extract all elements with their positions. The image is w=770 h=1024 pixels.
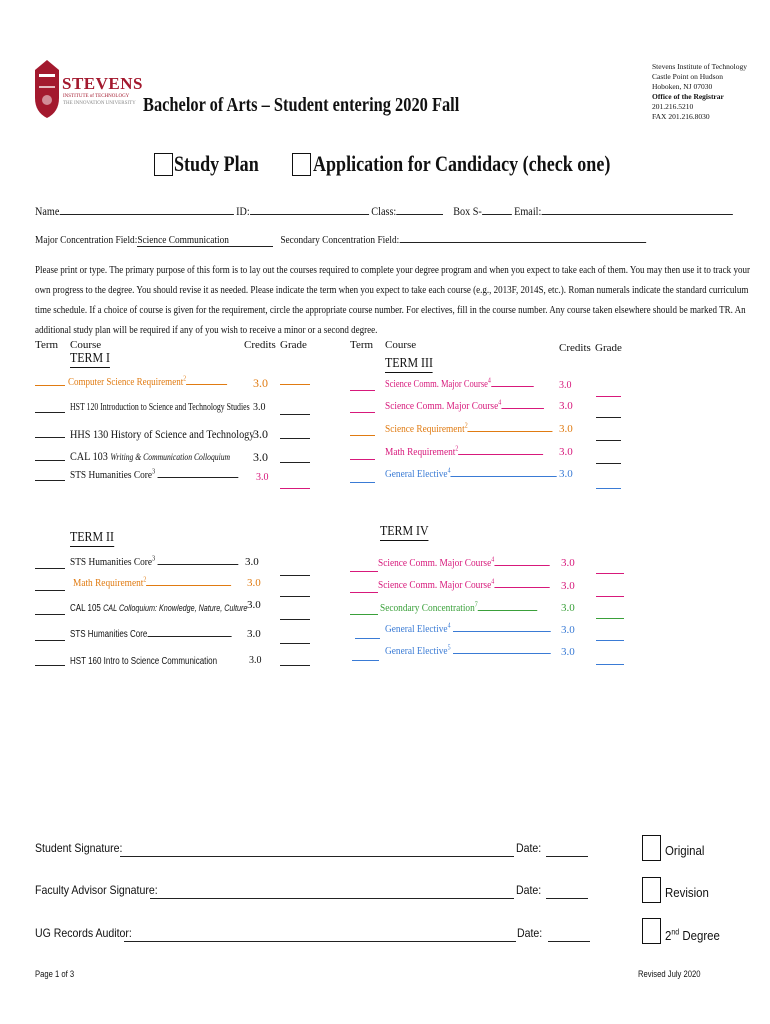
original-checkbox[interactable] xyxy=(642,835,661,861)
revision-label: Revision xyxy=(665,885,709,900)
class-label: Class: xyxy=(371,204,397,218)
course-name xyxy=(70,449,230,464)
term-field[interactable] xyxy=(350,435,375,436)
credits-value: 3.0 xyxy=(253,450,268,464)
credits-value: 3.0 xyxy=(559,423,573,435)
course-name xyxy=(70,629,231,640)
footnote-marker: 2 xyxy=(464,421,468,430)
address-line: FAX 201.216.8030 xyxy=(652,112,710,121)
course-name xyxy=(380,602,537,614)
study-plan-checkbox[interactable] xyxy=(154,153,173,176)
course-label: Science Comm. Major Course xyxy=(385,379,488,390)
name-row xyxy=(35,204,745,219)
auditor-signature-field[interactable] xyxy=(124,941,516,942)
second-degree-suffix: nd xyxy=(671,927,680,937)
grade-field[interactable] xyxy=(596,573,624,574)
grade-field[interactable] xyxy=(280,414,310,415)
instruction-line: Please print or type. The primary purpose of this form is to lay out the courses required to complete your degree program and when you expect to take each of them. You may then use it to track your xyxy=(35,264,750,276)
grade-field[interactable] xyxy=(280,619,310,620)
header-credits: Credits xyxy=(559,342,591,354)
term-field[interactable] xyxy=(35,568,65,569)
course-label: CAL 103 xyxy=(70,449,108,463)
header-term: Term xyxy=(350,339,374,351)
grade-field[interactable] xyxy=(596,463,621,464)
address-line: Castle Point on Hudson xyxy=(652,72,724,81)
id-label: ID: xyxy=(236,204,250,218)
credits-value: 3.0 xyxy=(247,577,261,589)
auditor-signature-label: UG Records Auditor: xyxy=(35,926,132,940)
term-field[interactable] xyxy=(352,660,379,661)
course-label: Science Comm. Major Course xyxy=(378,557,492,569)
credits-value: 3.0 xyxy=(561,557,575,569)
email-label: Email: xyxy=(514,204,542,218)
grade-field[interactable] xyxy=(596,596,624,597)
grade-field[interactable] xyxy=(280,596,310,597)
instruction-line: time schedule. If a choice of course is given for the requirement, circle the appropriate course number. For electives, fill in the course number. Any course taken elsewhere should be marked TR. An xyxy=(35,304,746,316)
logo-subtitle: INSTITUTE of TECHNOLOGY xyxy=(63,94,130,99)
credits-value: 3.0 xyxy=(249,655,262,666)
grade-field[interactable] xyxy=(280,665,310,666)
credits-value: 3.0 xyxy=(561,624,575,636)
course-line xyxy=(147,636,231,637)
credits-value: 3.0 xyxy=(561,646,575,658)
study-plan-label: Study Plan xyxy=(174,151,259,176)
course-label: Computer Science Requirement xyxy=(68,376,184,388)
second-degree-num: 2 xyxy=(665,928,672,943)
credits-value: 3.0 xyxy=(559,468,573,480)
header-course: Course xyxy=(70,339,102,351)
grade-field[interactable] xyxy=(596,664,624,665)
grade-field[interactable] xyxy=(280,438,310,439)
course-line xyxy=(453,653,551,654)
stevens-shield-icon xyxy=(33,58,61,120)
address-line: 201.216.5210 xyxy=(652,102,694,111)
term-field[interactable] xyxy=(350,482,375,483)
footnote-marker: 4 xyxy=(447,621,451,630)
page-title: Bachelor of Arts – Student entering 2020 Fall xyxy=(143,94,460,116)
course-line xyxy=(491,386,533,387)
original-label: Original xyxy=(665,843,705,858)
course-name xyxy=(385,645,551,657)
address-line: Stevens Institute of Technology xyxy=(652,62,747,71)
course-label: STS Humanities Core xyxy=(70,556,153,568)
logo-wordmark: STEVENS xyxy=(62,74,143,93)
header-grade: Grade xyxy=(280,339,307,351)
grade-field[interactable] xyxy=(596,618,624,619)
credits-value: 3.0 xyxy=(561,602,575,614)
credits-value: 3.0 xyxy=(245,556,259,568)
course-name xyxy=(70,469,238,481)
concentration-row xyxy=(35,234,646,247)
advisor-date-label: Date: xyxy=(516,883,542,897)
footnote-marker: 4 xyxy=(498,398,502,407)
credits-value: 3.0 xyxy=(247,599,261,611)
advisor-signature-field[interactable] xyxy=(150,898,514,899)
course-label: Science Comm. Major Course xyxy=(385,400,499,412)
advisor-signature-label: Faculty Advisor Signature: xyxy=(35,883,158,897)
course-line xyxy=(146,585,231,586)
credits-value: 3.0 xyxy=(559,446,573,458)
term-3-heading: TERM III xyxy=(385,356,433,371)
address-line: Office of the Registrar xyxy=(652,92,724,101)
course-label: Science Requirement xyxy=(385,423,465,435)
term-field[interactable] xyxy=(35,412,65,413)
auditor-date-field[interactable] xyxy=(548,941,590,942)
grade-field[interactable] xyxy=(280,643,310,644)
course-name xyxy=(385,423,553,435)
course-label: Science Comm. Major Course xyxy=(378,579,492,591)
footnote-marker: 3 xyxy=(152,467,156,476)
student-date-label: Date: xyxy=(516,841,542,855)
course-line xyxy=(494,565,549,566)
class-field[interactable] xyxy=(396,214,443,215)
header-credits: Credits xyxy=(244,339,276,351)
course-line xyxy=(186,384,227,385)
instruction-line: additional study plan will be required if any of you wish to receive a minor or a second degree. xyxy=(35,324,378,336)
id-field[interactable] xyxy=(250,214,369,215)
course-line xyxy=(501,408,543,409)
footnote-marker: 3 xyxy=(152,554,156,563)
header-course: Course xyxy=(385,339,417,351)
second-degree-checkbox[interactable] xyxy=(642,918,661,944)
credits-value: 3.0 xyxy=(253,402,266,413)
box-field[interactable] xyxy=(482,214,512,215)
course-label: General Elective xyxy=(385,468,448,480)
course-name xyxy=(378,557,549,569)
course-label: Math Requirement xyxy=(385,446,456,458)
credits-value: 3.0 xyxy=(559,380,572,391)
course-name: HHS 130 History of Science and Technology xyxy=(70,427,255,441)
course-label: STS Humanities Core xyxy=(70,469,153,481)
registrar-address xyxy=(652,62,747,122)
term-field[interactable] xyxy=(35,590,65,591)
credits-value: 3.0 xyxy=(561,580,575,592)
name-label: Name xyxy=(35,204,60,218)
term-field[interactable] xyxy=(35,640,65,641)
major-field[interactable]: Science Communication xyxy=(137,234,273,247)
course-label: General Elective xyxy=(385,623,448,635)
grade-field[interactable] xyxy=(596,440,621,441)
course-line xyxy=(458,454,543,455)
candidacy-checkbox[interactable] xyxy=(292,153,311,176)
footnote-marker: 4 xyxy=(491,577,495,586)
course-name xyxy=(73,577,231,589)
secondary-field[interactable] xyxy=(399,242,645,243)
student-date-field[interactable] xyxy=(546,856,588,857)
logo-tagline: THE INNOVATION UNIVERSITY xyxy=(63,101,136,106)
course-label: General Elective xyxy=(385,645,448,657)
course-line xyxy=(157,564,238,565)
course-line xyxy=(157,477,238,478)
course-name: HST 120 Introduction to Science and Technology Studies xyxy=(70,402,250,413)
name-field[interactable] xyxy=(59,214,233,215)
page-number: Page 1 of 3 xyxy=(35,969,75,979)
footnote-marker: 2 xyxy=(143,575,147,584)
term-1-row xyxy=(35,377,65,389)
major-label: Major Concentration Field: xyxy=(35,234,138,246)
footnote-marker: 4 xyxy=(487,376,491,385)
term-field[interactable] xyxy=(350,592,378,593)
second-degree-text: Degree xyxy=(679,928,720,943)
course-label: Math Requirement xyxy=(73,577,144,589)
course-line xyxy=(468,431,553,432)
course-name xyxy=(70,603,247,614)
credits-value: 3.0 xyxy=(253,427,268,441)
course-name xyxy=(385,623,551,635)
course-name: HST 160 Intro to Science Communication xyxy=(70,656,218,667)
course-line xyxy=(494,587,549,588)
candidacy-label: Application for Candidacy (check one) xyxy=(313,151,611,176)
term-field[interactable] xyxy=(35,460,65,461)
advisor-date-field[interactable] xyxy=(546,898,588,899)
term-2-heading: TERM II xyxy=(70,530,114,545)
course-line xyxy=(478,610,538,611)
course-name xyxy=(68,376,227,388)
instruction-line: own progress to the degree. You should revise it as needed. Please indicate the term when you expect to take each course (e.g., 2013F, 2014S, etc.). Roman numerals indicate the standard curriculum xyxy=(35,284,749,296)
term-field[interactable] xyxy=(35,480,65,481)
course-name xyxy=(385,400,544,412)
grade-field[interactable] xyxy=(280,384,310,385)
credits-value: 3.0 xyxy=(559,400,573,412)
footnote-marker: 4 xyxy=(447,466,451,475)
term-field[interactable] xyxy=(350,390,375,391)
term-field[interactable] xyxy=(355,638,380,639)
grade-field[interactable] xyxy=(596,396,621,397)
revision-checkbox[interactable] xyxy=(642,877,661,903)
course-label: STS Humanities Core xyxy=(70,629,148,640)
term-field[interactable] xyxy=(350,614,378,615)
stevens-logo xyxy=(33,58,143,120)
grade-field[interactable] xyxy=(596,417,621,418)
header-term: Term xyxy=(35,339,59,351)
course-label: Secondary Concentration xyxy=(380,602,475,614)
term-field[interactable] xyxy=(350,459,375,460)
grade-field[interactable] xyxy=(280,462,310,463)
course-note: Writing & Communication Colloquium xyxy=(110,452,231,462)
course-name xyxy=(385,468,557,480)
grade-field[interactable] xyxy=(280,575,310,576)
revision-date: Revised July 2020 xyxy=(638,969,701,979)
course-name xyxy=(378,579,549,591)
footnote-marker: 5 xyxy=(447,643,451,652)
second-degree-label xyxy=(665,928,720,943)
term-field[interactable] xyxy=(350,412,375,413)
credits-value: 3.0 xyxy=(256,472,269,483)
address-line: Hoboken, NJ 07030 xyxy=(652,82,713,91)
grade-field[interactable] xyxy=(596,640,624,641)
course-label: CAL 105 xyxy=(70,603,101,614)
box-label: Box S- xyxy=(453,204,482,218)
footnote-marker: 2 xyxy=(455,444,459,453)
term-field[interactable] xyxy=(350,571,378,572)
student-signature-label: Student Signature: xyxy=(35,841,123,855)
footnote-marker: 4 xyxy=(491,555,495,564)
secondary-label: Secondary Concentration Field: xyxy=(280,234,400,246)
email-field[interactable] xyxy=(541,214,732,215)
credits-value: 3.0 xyxy=(253,376,268,390)
course-name xyxy=(385,446,543,458)
term-field[interactable] xyxy=(35,614,65,615)
instructions xyxy=(35,260,750,340)
grade-field[interactable] xyxy=(596,488,621,489)
term-1-heading: TERM I xyxy=(70,351,111,366)
course-name xyxy=(70,556,238,568)
course-name xyxy=(385,376,533,390)
course-line xyxy=(453,631,551,632)
credits-value: 3.0 xyxy=(247,628,261,640)
grade-field[interactable] xyxy=(280,488,310,489)
header-grade: Grade xyxy=(595,342,622,354)
student-signature-field[interactable] xyxy=(120,856,514,857)
footnote-marker: 7 xyxy=(474,600,478,609)
course-note: CAL Colloquium: Knowledge, Nature, Culture xyxy=(103,603,248,613)
footnote-marker: 2 xyxy=(183,374,187,383)
term-4-heading: TERM IV xyxy=(380,524,429,539)
term-field[interactable] xyxy=(35,437,65,438)
course-line xyxy=(451,476,557,477)
auditor-date-label: Date: xyxy=(517,926,543,940)
term-field[interactable] xyxy=(35,665,65,666)
term-field[interactable] xyxy=(35,385,65,386)
